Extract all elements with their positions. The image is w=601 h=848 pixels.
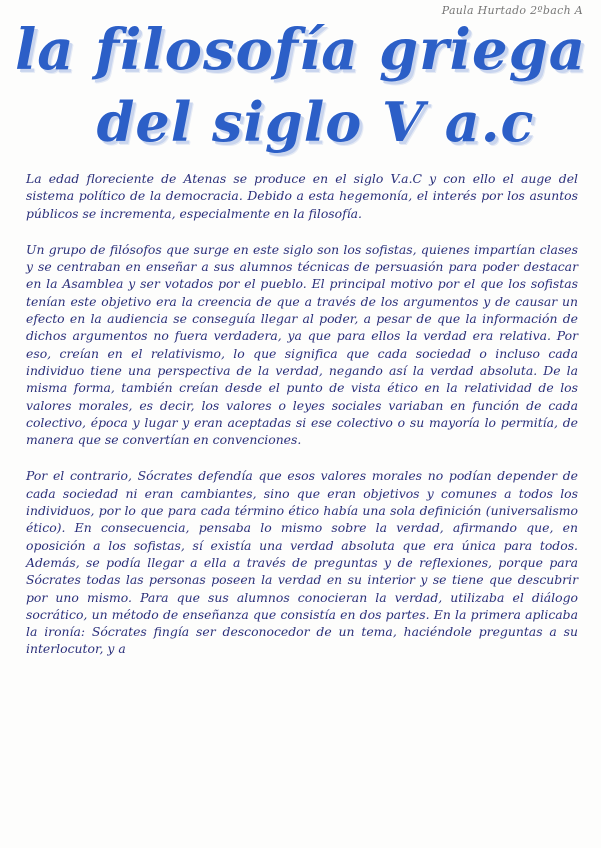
handwritten-text-body: [26, 170, 578, 677]
paragraph-1: La edad floreciente de Atenas se produce en el siglo V.a.C y con ello el auge del sistema político de la democracia. Debido a esta hegemonía, el interés por los asuntos públicos se incrementa, especialmente en la filosofía.: [26, 171, 578, 221]
paragraph-2: Un grupo de filósofos que surge en este siglo son los sofistas, quienes impartían clases y se centraban en enseñar a sus alumnos técnicas de persuasión para poder destacar en la Asamblea y ser votados por el pueblo. El principal motivo por el que los sofistas tenían este objetivo era la creencia de que a través de los argumentos y de causar un efecto en la audiencia se conseguía llegar al poder, a pesar de que la información de dichos argumentos no fuera verdadera, ya que para ellos la verdad era relativa. Por eso, creían en el relativismo, lo que significa que cada sociedad o incluso cada individuo tiene una perspectiva de la verdad, negando así la verdad absoluta. De la misma forma, también creían desde el punto de vista ético en la relatividad de los valores morales, es decir, los valores o leyes sociales variaban en función de cada colectivo, época y lugar y eran aceptadas si ese colectivo o su mayoría lo permitía, de manera que se convertían en convenciones.: [26, 241, 578, 448]
page-title-line-2: del siglo V a.c: [96, 90, 535, 154]
author-label: Paula Hurtado 2ºbach A: [441, 4, 583, 17]
page-title-line-1: la filosofía griega: [14, 17, 587, 83]
paragraph-3: Por el contrario, Sócrates defendía que esos valores morales no podían depender de cada sociedad ni eran cambiantes, sino que eran objetivos y comunes a todos los individuos, por lo que para cada término ético había una sola definición (universalismo ético). En consecuencia, pensaba lo mismo sobre la verdad, afirmando que, en oposición a los sofistas, sí existía una verdad absoluta que era única para todos. Además, se podía llegar a ella a través de preguntas y de reflexiones, porque para Sócrates todas las personas poseen la verdad en su interior y se tiene que descubrir por uno mismo. Para que sus alumnos conocieran la verdad, utilizaba el diálogo socrático, un método de enseñanza que consistía en dos partes. En la primera aplicaba la ironía: Sócrates fingía ser desconocedor de un tema, haciéndole preguntas a su interlocutor, y a: [26, 468, 578, 657]
